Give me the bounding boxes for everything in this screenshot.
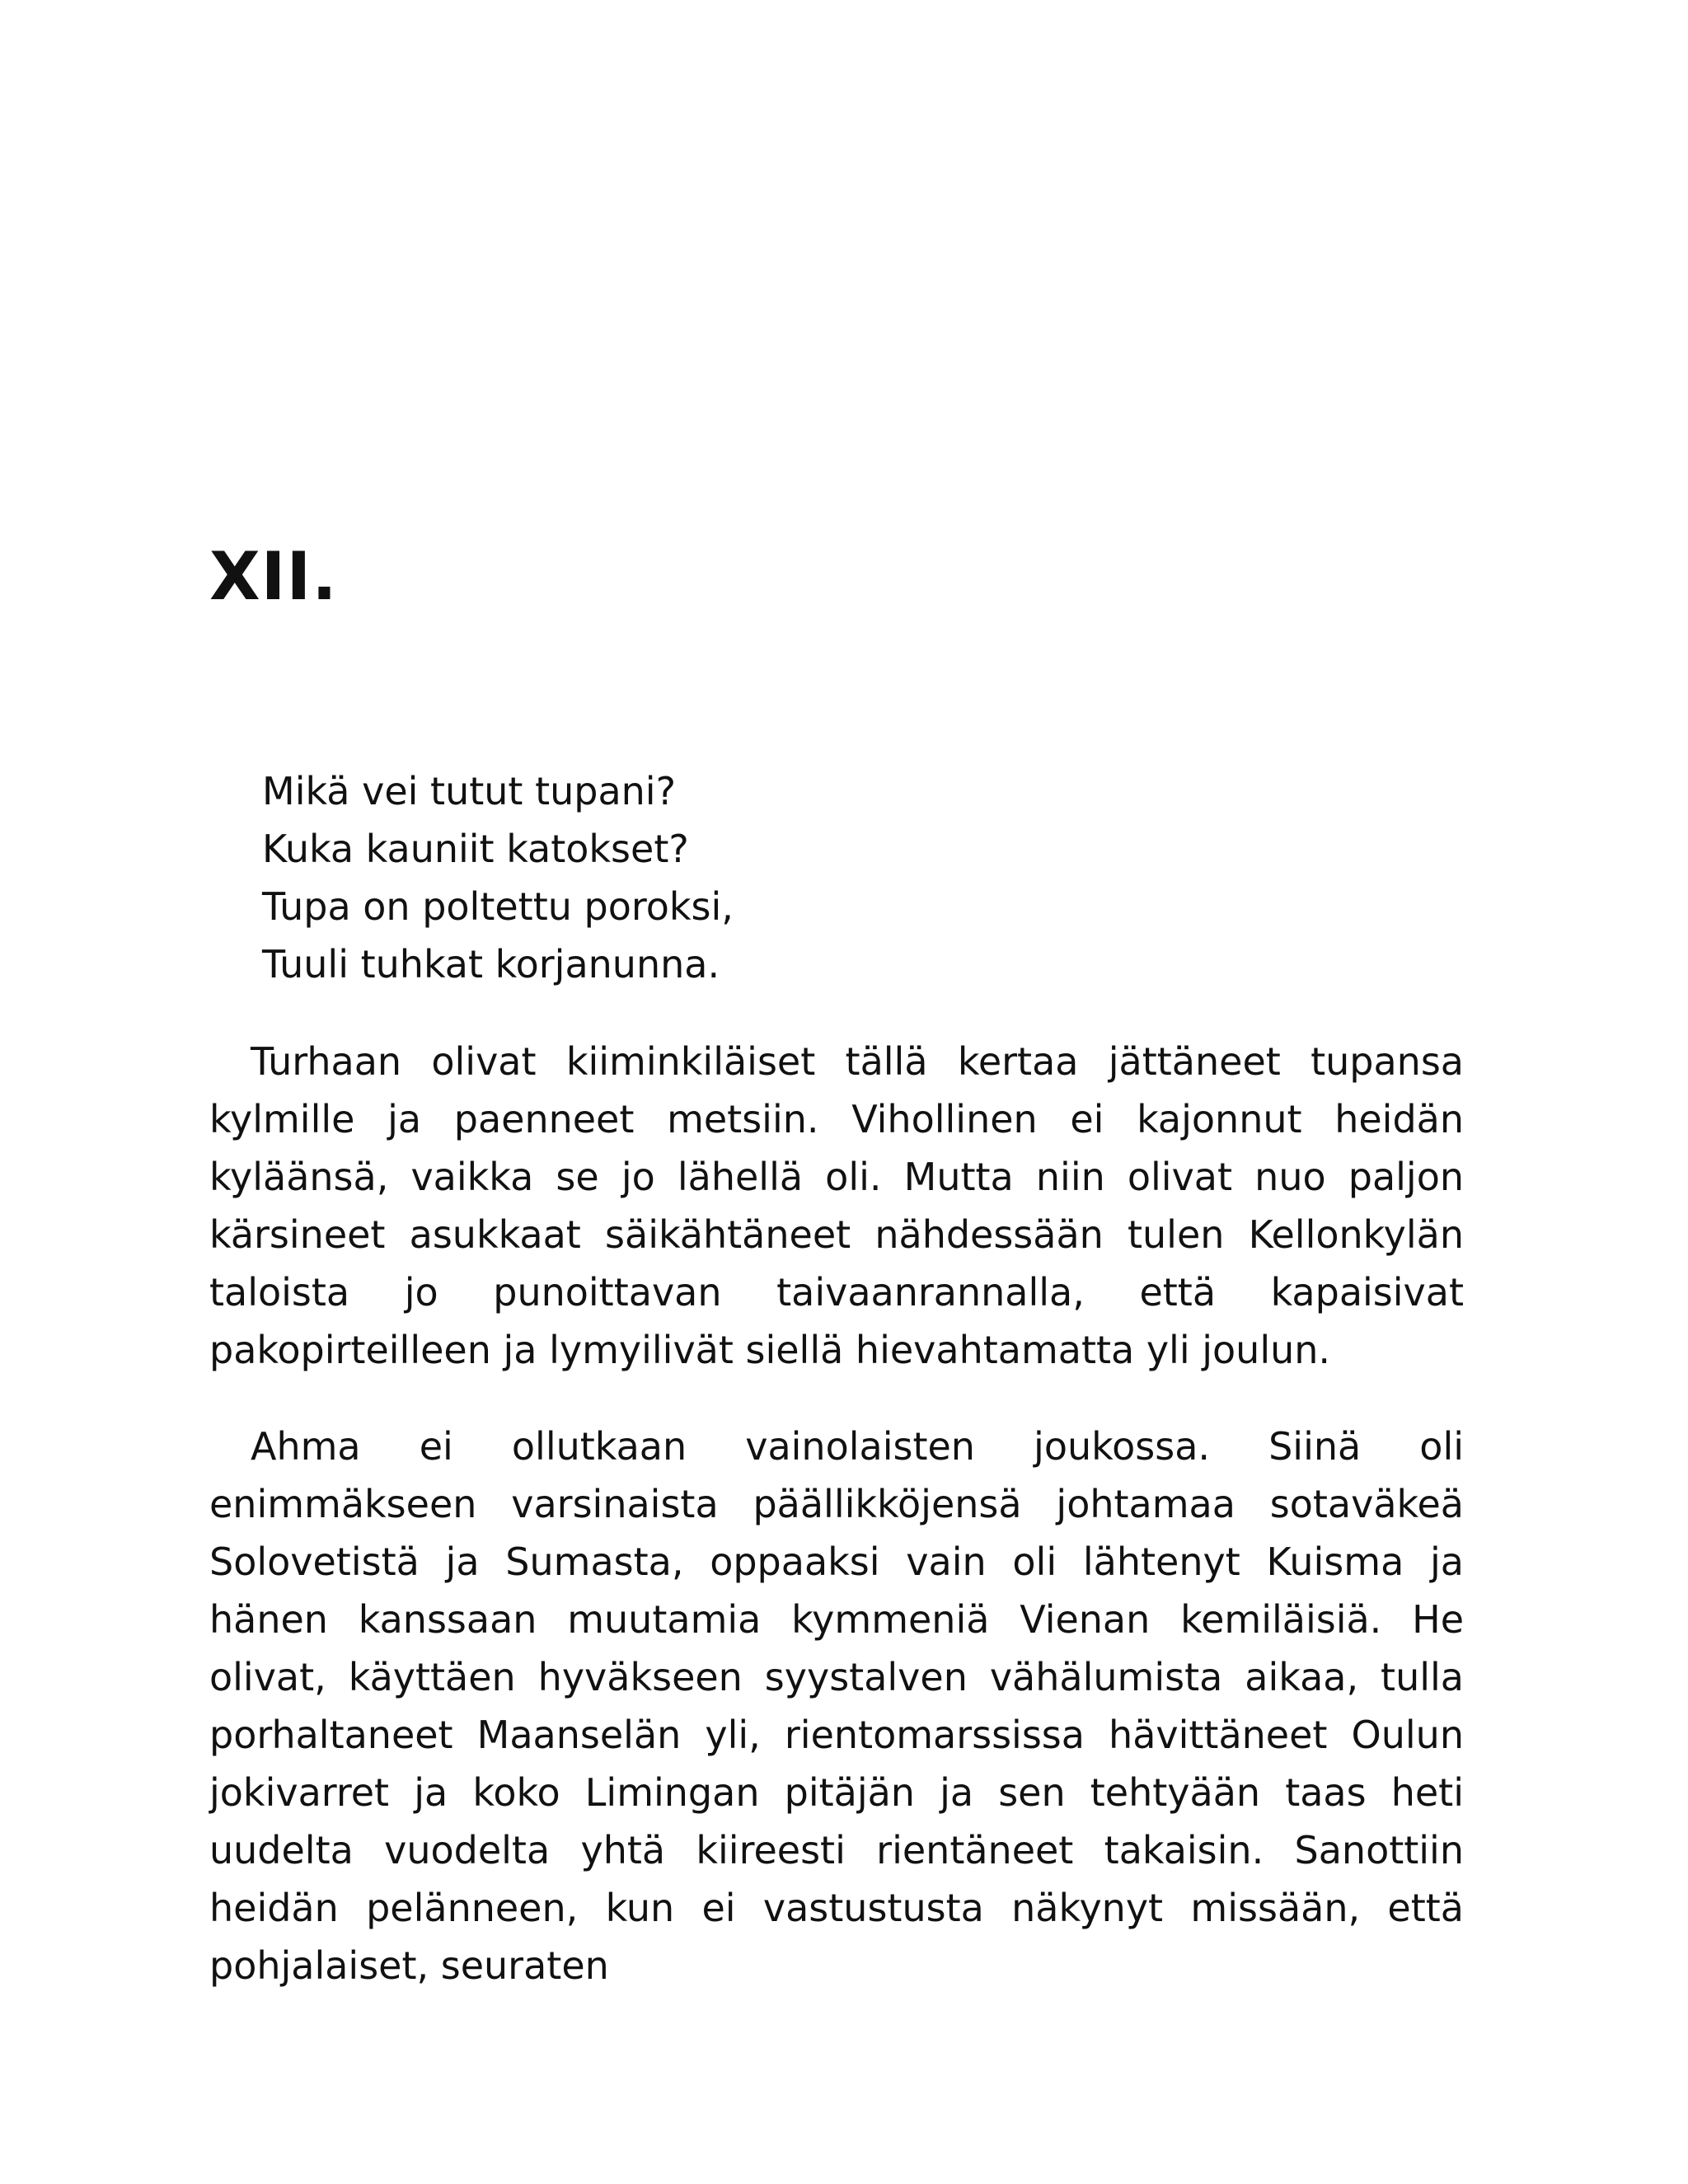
body-paragraph: Turhaan olivat kiiminkiläiset tällä kertaa jättäneet tupansa kylmille ja paenneet metsiin. Vihollinen ei kajonnut heidän kyläänsä, vaikka se jo lähellä oli. Mutta niin olivat nuo paljon kärsineet asukkaat säikähtäneet nähdessään tulen Kellonkylän taloista jo punoittavan taivaanrannalla, että kapaisivat pakopirteilleen ja lymyilivät siellä hievahtamatta yli joulun. bbox=[209, 1039, 1464, 1372]
poem-line: Mikä vei tutut tupani? bbox=[262, 769, 677, 813]
poem-line: Kuka kauniit katokset? bbox=[262, 827, 689, 871]
poem-stanza bbox=[262, 762, 734, 993]
poem-line: Tuuli tuhkat korjanunna. bbox=[262, 942, 720, 987]
body-paragraph: Ahma ei ollutkaan vainolaisten joukossa. Siinä oli enimmäkseen varsinaista päällikköjensä johtamaa sotaväkeä Solovetistä ja Sumasta, oppaaksi vain oli lähtenyt Kuisma ja hänen kanssaan muutamia kymmeniä Vienan kemiläisiä. He olivat, käyttäen hyväkseen syystalven vähälumista aikaa, tulla porhaltaneet Maanselän yli, rientomarssissa hävittäneet Oulun jokivarret ja koko Limingan pitäjän ja sen tehtyään taas heti uudelta vuodelta yhtä kiireesti rientäneet takaisin. Sanottiin heidän pelänneen, kun ei vastustusta näkynyt missään, että pohjalaiset, seuraten bbox=[209, 1424, 1464, 1988]
poem-line: Tupa on poltettu poroksi, bbox=[262, 884, 734, 929]
chapter-heading: XII. bbox=[209, 538, 338, 615]
